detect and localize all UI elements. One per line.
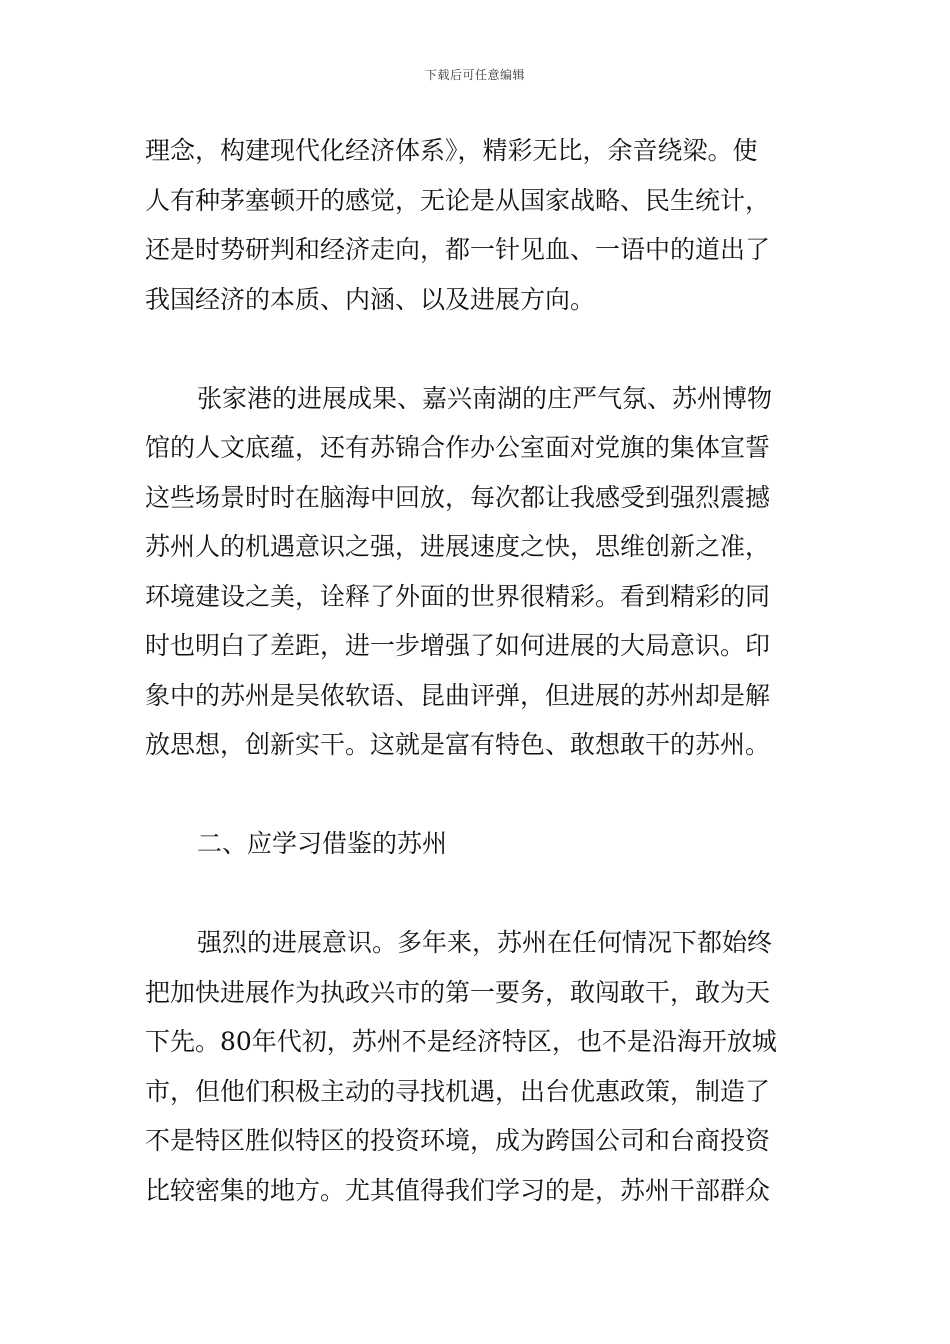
paragraph-line: 市，但他们积极主动的寻找机遇，出台优惠政策，制造了 <box>145 1076 771 1106</box>
paragraph-line: 不是特区胜似特区的投资环境，成为跨国公司和台商投资 <box>145 1126 771 1155</box>
paragraph-line: 馆的人文底蕴，还有苏锦合作办公室面对党旗的集体宣誓 <box>145 433 771 462</box>
paragraph-line: 比较密集的地方。尤其值得我们学习的是，苏州干部群众 <box>145 1175 771 1205</box>
paragraph-spacer <box>145 770 810 820</box>
paragraph-line: 象中的苏州是吴侬软语、昆曲评弹，但进展的苏州却是解 <box>145 680 771 710</box>
paragraph-3 <box>145 918 810 1215</box>
paragraph-spacer <box>145 324 810 374</box>
paragraph-spacer <box>145 869 810 919</box>
paragraph-2 <box>145 374 810 770</box>
paragraph-line: 理念，构建现代化经济体系》，精彩无比，余音绕梁。使 <box>145 136 758 165</box>
paragraph-line: 时也明白了差距，进一步增强了如何进展的大局意识。印 <box>145 631 771 660</box>
paragraph-line: 我国经济的本质、内涵、以及进展方向。 <box>145 284 596 314</box>
paragraph-line: 环境建设之美，诠释了外面的世界很精彩。看到精彩的同 <box>145 581 771 611</box>
paragraph-line: 这些场景时时在脑海中回放，每次都让我感受到强烈震撼 <box>145 482 771 512</box>
section-heading-text: 二、应学习借鉴的苏州 <box>197 829 448 858</box>
paragraph-line: 放思想，创新实干。这就是富有特色、敢想敢干的苏州。 <box>145 730 771 759</box>
paragraph-line: 人有种茅塞顿开的感觉，无论是从国家战略、民生统计， <box>145 185 771 215</box>
paragraph-line: 把加快进展作为执政兴市的第一要务，敢闯敢干，敢为天 <box>145 977 771 1007</box>
paragraph-line: 下先。80年代初，苏州不是经济特区，也不是沿海开放城 <box>145 1027 777 1056</box>
page-header: 下载后可任意编辑 <box>424 68 525 82</box>
paragraph-line: 张家港的进展成果、嘉兴南湖的庄严气氛、苏州博物 <box>197 383 773 413</box>
section-heading <box>145 819 810 869</box>
paragraph-line: 强烈的进展意识。多年来，苏州在任何情况下都始终 <box>197 928 773 957</box>
paragraph-line: 还是时势研判和经济走向，都一针见血、一语中的道出了 <box>145 235 771 264</box>
document-body <box>145 126 810 1215</box>
paragraph-line: 苏州人的机遇意识之强，进展速度之快，思维创新之准， <box>145 532 771 561</box>
paragraph-1 <box>145 126 810 324</box>
